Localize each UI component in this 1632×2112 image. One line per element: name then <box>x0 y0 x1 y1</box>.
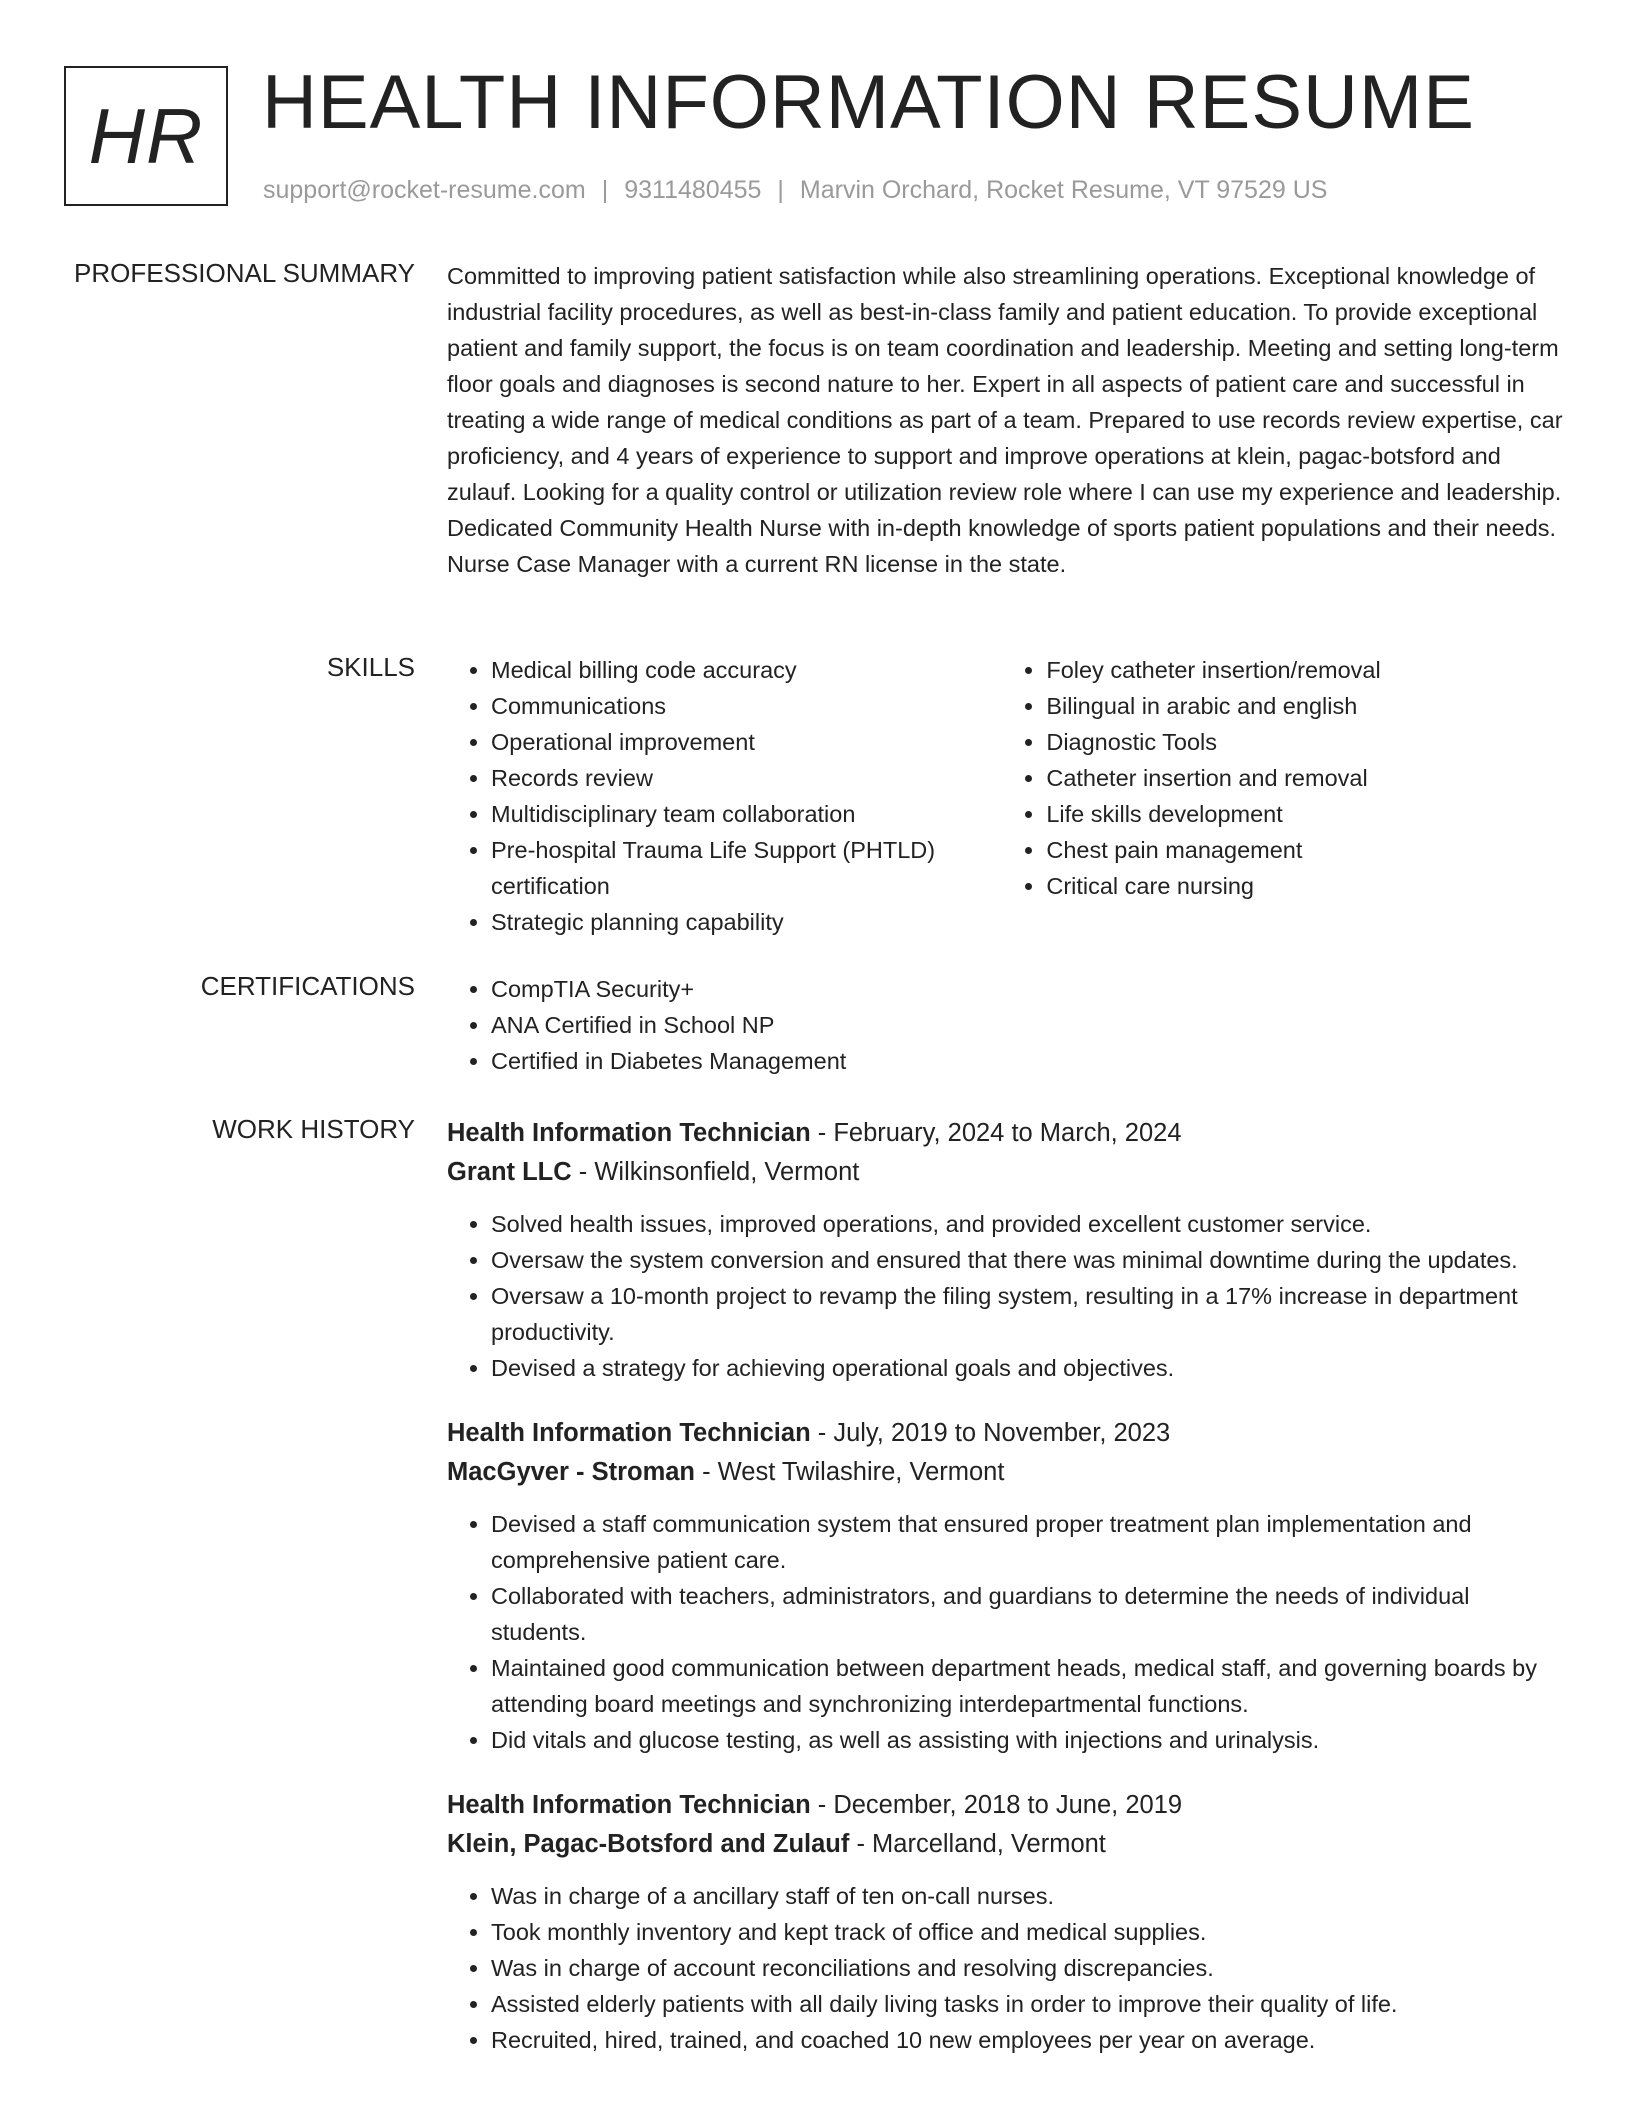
list-item: • Catheter insertion and removal <box>1046 760 1567 796</box>
list-item: • Life skills development <box>1046 796 1567 832</box>
list-item: • Oversaw a 10-month project to revamp the filing system, resulting in a 17% increase in department productivity. <box>491 1278 1567 1350</box>
list-item: • Recruited, hired, trained, and coached 10 new employees per year on average. <box>491 2022 1567 2058</box>
job-bullets <box>447 1206 1567 1386</box>
list-item: • Operational improvement <box>491 724 1002 760</box>
summary-text: Committed to improving patient satisfaction while also streamlining operations. Exceptional knowledge of industrial facility procedures, as well as best-in-class family and patient education. To provide exceptional patient and family support, the focus is on team coordination and leadership. Meeting and setting long-term floor goals and diagnoses is second nature to her. Expert in all aspects of patient care and successful in treating a wide range of medical conditions as part of a team. Prepared to use records review expertise, car proficiency, and 4 years of experience to support and improve operations at klein, pagac-botsford and zulauf. Looking for a quality control or utilization review role where I can use my experience and leadership. Dedicated Community Health Nurse with in-depth knowledge of sports patient populations and their needs. Nurse Case Manager with a current RN license in the state. <box>447 263 1563 577</box>
certifications-content <box>447 971 1567 1079</box>
job-entry <box>447 1114 1567 1386</box>
job-title: Health Information Technician <box>447 1119 811 1147</box>
job-title-line <box>447 1114 1567 1152</box>
job-company: Grant LLC <box>447 1158 572 1186</box>
list-item: • Did vitals and glucose testing, as well as assisting with injections and urinalysis. <box>491 1722 1567 1758</box>
contact-separator: | <box>777 176 784 204</box>
list-item: • Devised a staff communication system that ensured proper treatment plan implementation and comprehensive patient care. <box>491 1506 1567 1578</box>
contact-address: Marvin Orchard, Rocket Resume, VT 97529 US <box>799 176 1328 204</box>
section-label-summary: PROFESSIONAL SUMMARY <box>74 258 415 288</box>
monogram-initials: HR <box>88 91 204 180</box>
list-item: • Took monthly inventory and kept track of office and medical supplies. <box>491 1914 1567 1950</box>
job-company-line <box>447 1824 1567 1864</box>
list-item: • Medical billing code accuracy <box>491 652 1002 688</box>
section-label-skills: SKILLS <box>326 652 415 682</box>
list-item: • Was in charge of a ancillary staff of ten on-call nurses. <box>491 1878 1567 1914</box>
job-title-line <box>447 1786 1567 1824</box>
skills-content <box>447 652 1567 940</box>
list-item: • Bilingual in arabic and english <box>1046 688 1567 724</box>
list-item: • Assisted elderly patients with all daily living tasks in order to improve their quality of life. <box>491 1986 1567 2022</box>
job-location: - West Twilashire, Vermont <box>695 1458 1005 1486</box>
resume-title: HEALTH INFORMATION RESUME <box>262 60 1475 145</box>
monogram-box <box>64 66 228 206</box>
list-item: • Collaborated with teachers, administrators, and guardians to determine the needs of individual students. <box>491 1578 1567 1650</box>
list-item: • Maintained good communication between department heads, medical staff, and governing boards by attending board meetings and synchronizing interdepartmental functions. <box>491 1650 1567 1722</box>
contact-line <box>263 176 1327 205</box>
list-item: • Critical care nursing <box>1046 868 1567 904</box>
list-item: • Devised a strategy for achieving operational goals and objectives. <box>491 1350 1567 1386</box>
job-entry <box>447 1414 1567 1758</box>
list-item: • Oversaw the system conversion and ensured that there was minimal downtime during the updates. <box>491 1242 1567 1278</box>
list-item: • Chest pain management <box>1046 832 1567 868</box>
job-title-line <box>447 1414 1567 1452</box>
certifications-list <box>447 971 1567 1079</box>
job-dates: - July, 2019 to November, 2023 <box>810 1419 1171 1447</box>
job-dates: - December, 2018 to June, 2019 <box>810 1791 1183 1819</box>
job-entry <box>447 1786 1567 2058</box>
skills-list-left <box>447 652 1002 940</box>
job-company: MacGyver - Stroman <box>447 1458 696 1486</box>
list-item: • Solved health issues, improved operations, and provided excellent customer service. <box>491 1206 1567 1242</box>
job-bullets <box>447 1878 1567 2058</box>
job-location: - Wilkinsonfield, Vermont <box>571 1158 860 1186</box>
job-location: - Marcelland, Vermont <box>849 1830 1106 1858</box>
section-label-certifications: CERTIFICATIONS <box>200 971 415 1001</box>
list-item: • Was in charge of account reconciliations and resolving discrepancies. <box>491 1950 1567 1986</box>
list-item: • Foley catheter insertion/removal <box>1046 652 1567 688</box>
job-title: Health Information Technician <box>447 1419 811 1447</box>
section-label-work-history: WORK HISTORY <box>212 1114 415 1144</box>
job-dates: - February, 2024 to March, 2024 <box>810 1119 1182 1147</box>
contact-phone: 9311480455 <box>624 176 762 204</box>
list-item: • Strategic planning capability <box>491 904 1002 940</box>
list-item: • Diagnostic Tools <box>1046 724 1567 760</box>
job-bullets <box>447 1506 1567 1758</box>
list-item: • CompTIA Security+ <box>491 971 1567 1007</box>
work-history-content <box>447 1114 1567 2086</box>
list-item: • ANA Certified in School NP <box>491 1007 1567 1043</box>
skills-list-right <box>1002 652 1567 940</box>
list-item: • Multidisciplinary team collaboration <box>491 796 1002 832</box>
contact-email: support@rocket-resume.com <box>263 176 586 204</box>
list-item: • Communications <box>491 688 1002 724</box>
list-item: • Records review <box>491 760 1002 796</box>
list-item: • Certified in Diabetes Management <box>491 1043 1567 1079</box>
list-item: • Pre-hospital Trauma Life Support (PHTLD) certification <box>491 832 1002 904</box>
job-company-line <box>447 1152 1567 1192</box>
job-title: Health Information Technician <box>447 1791 811 1819</box>
contact-separator: | <box>601 176 609 204</box>
summary-content <box>447 258 1567 582</box>
job-company: Klein, Pagac-Botsford and Zulauf <box>447 1830 850 1858</box>
job-company-line <box>447 1452 1567 1492</box>
